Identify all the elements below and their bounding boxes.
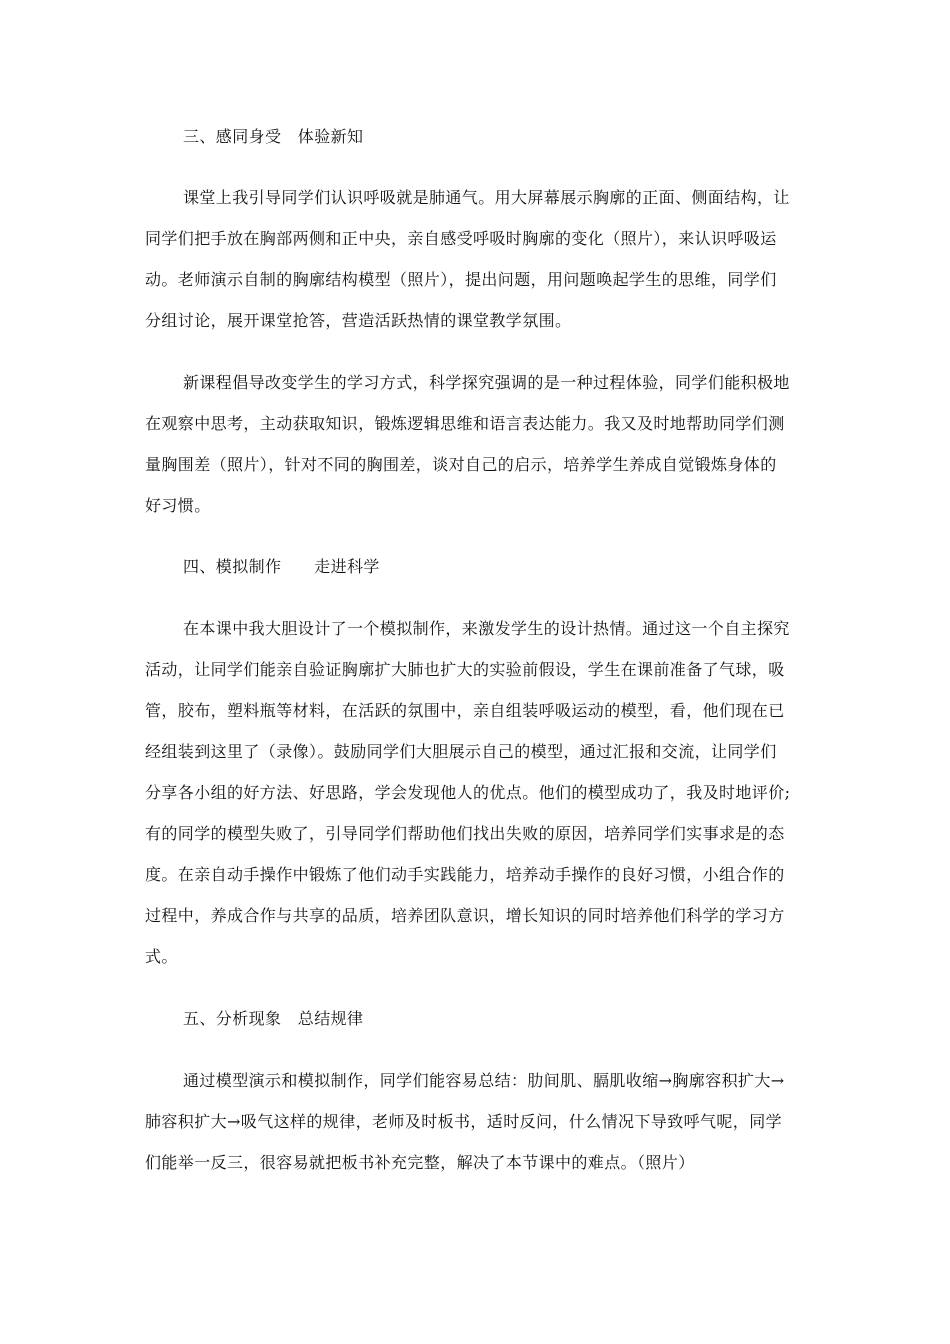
paragraph-line: 分组讨论，展开课堂抢答，营造活跃热情的课堂教学氛围。: [145, 311, 572, 330]
paragraph-line: 在本课中我大胆设计了一个模拟制作，来激发学生的设计热情。通过这一个自主探究: [183, 619, 790, 638]
paragraph-line: 经组装到这里了（录像）。鼓励同学们大胆展示自己的模型，通过汇报和交流，让同学们: [145, 742, 777, 761]
paragraph-line: 活动，让同学们能亲自验证胸廓扩大肺也扩大的实验前假设，学生在课前准备了气球，吸: [145, 660, 785, 679]
section-heading: 五、分析现象 总结规律: [183, 1009, 364, 1028]
paragraph-line: 课堂上我引导同学们认识呼吸就是肺通气。用大屏幕展示胸廓的正面、侧面结构，让: [183, 188, 790, 207]
paragraph-line: 分享各小组的好方法、好思路，学会发现他人的优点。他们的模型成功了，我及时地评价;: [145, 783, 791, 802]
paragraph-line: 管，胶布，塑料瓶等材料，在活跃的氛围中，亲自组装呼吸运动的模型，看，他们现在已: [145, 701, 785, 720]
section-heading: 三、感同身受 体验新知: [183, 127, 364, 146]
paragraph-line: 好习惯。: [145, 496, 211, 515]
paragraph-line: 度。在亲自动手操作中锻炼了他们动手实践能力，培养动手操作的良好习惯，小组合作的: [145, 865, 785, 884]
paragraph-line: 在观察中思考，主动获取知识，锻炼逻辑思维和语言表达能力。我又及时地帮助同学们测: [145, 414, 785, 433]
paragraph-line: 新课程倡导改变学生的学习方式，科学探究强调的是一种过程体验，同学们能积极地: [183, 373, 790, 392]
paragraph-line: 肺容积扩大→吸气这样的规律，老师及时板书，适时反问，什么情况下导致呼气呢，同学: [145, 1112, 783, 1131]
paragraph-line: 量胸围差（照片），针对不同的胸围差，谈对自己的启示，培养学生养成自觉锻炼身体的: [145, 455, 777, 474]
paragraph-line: 通过模型演示和模拟制作，同学们能容易总结：肋间肌、膈肌收缩→胸廓容积扩大→: [183, 1071, 785, 1090]
paragraph-line: 同学们把手放在胸部两侧和正中央，亲自感受呼吸时胸廓的变化（照片），来认识呼吸运: [145, 229, 777, 248]
paragraph-line: 过程中，养成合作与共享的品质，培养团队意识，增长知识的同时培养他们科学的学习方: [145, 906, 785, 925]
paragraph-line: 们能举一反三，很容易就把板书补充完整，解决了本节课中的难点。（照片）: [145, 1153, 695, 1172]
section-heading: 四、模拟制作 走进科学: [183, 557, 380, 576]
paragraph-line: 有的同学的模型失败了，引导同学们帮助他们找出失败的原因，培养同学们实事求是的态: [145, 824, 785, 843]
paragraph-line: 式。: [145, 947, 178, 966]
paragraph-line: 动。老师演示自制的胸廓结构模型（照片），提出问题，用问题唤起学生的思维，同学们: [145, 270, 777, 289]
